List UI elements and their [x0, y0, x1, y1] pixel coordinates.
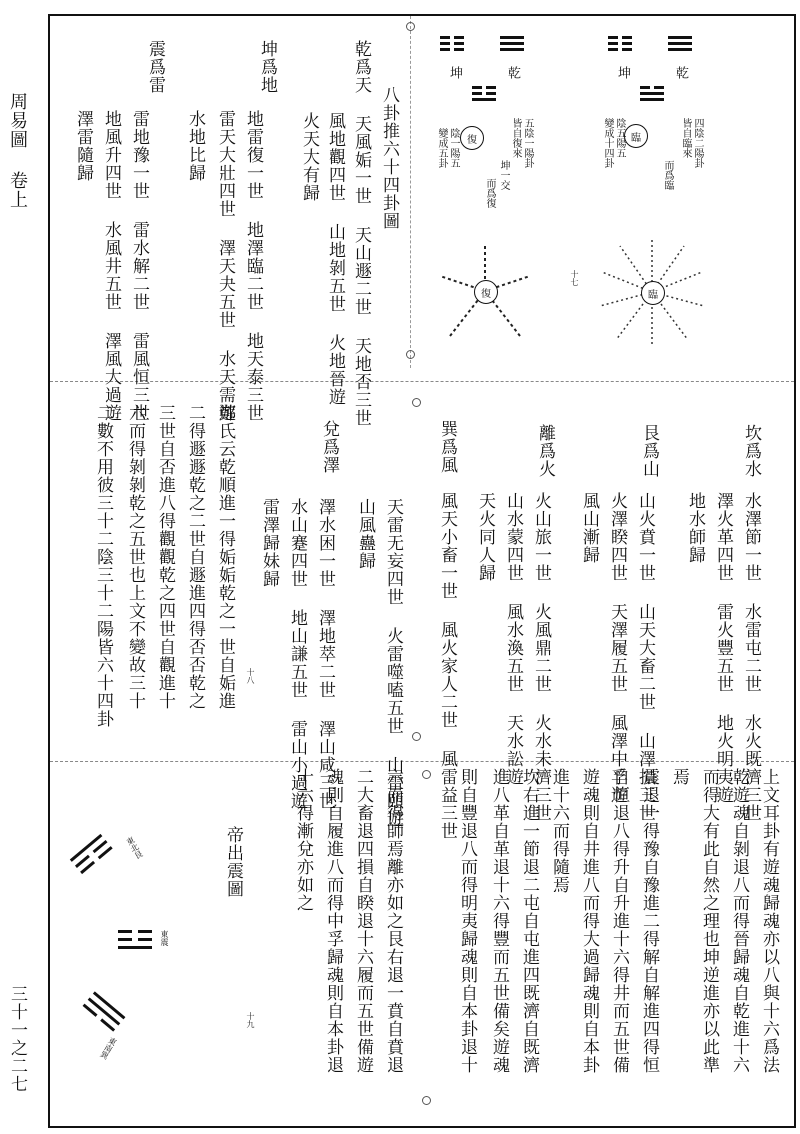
lin-hexagram-icon	[640, 86, 664, 104]
commentary-column: 鄭氏云乾順進一得姤姤乾之一世自姤進	[215, 404, 235, 710]
lin-center-circle: 臨	[641, 281, 665, 305]
text-column: 進八革自革退十六得豐而五世備矣遊魂	[489, 768, 509, 1074]
note: 而爲臨	[662, 160, 673, 190]
note: 四陰二陽卦	[692, 118, 703, 168]
section-divider-top	[50, 381, 794, 382]
top-fold-line	[410, 16, 411, 368]
folio: 十八	[246, 668, 255, 684]
qian-label: 乾	[673, 66, 688, 80]
text-column: 澤火革四世 雷火豐五世 地火明夷遊	[713, 492, 733, 804]
text-column: 焉	[669, 768, 689, 786]
text-column: 雷天大壯四世 澤天夬五世 水天需遊	[215, 110, 235, 422]
kun-hexagram-icon	[608, 36, 632, 54]
text-column: 坤爲地	[257, 40, 277, 94]
book-title: 周易圖 卷上	[7, 92, 28, 209]
text-column: 震爲雷	[145, 40, 165, 94]
fu-circle: 復	[460, 126, 484, 150]
text-column: 艮爲山	[639, 424, 659, 478]
binding-hole	[422, 770, 431, 779]
note: 變成五卦	[436, 128, 447, 168]
commentary-column: 六而得剝剝乾之五世也上文不變故三十	[125, 404, 145, 710]
text-column: 自恒退八得升自升進十六得井而五世備	[609, 768, 629, 1074]
kun-hexagram-icon	[440, 36, 464, 54]
binding-hole	[406, 350, 415, 359]
note: 五陰一陽卦	[522, 118, 533, 168]
text-column: 火山旅一世 火風鼎二世 火水未濟三世	[531, 492, 551, 822]
text-column: 十六得漸兌亦如之	[293, 768, 313, 912]
text-column: 山水蒙四世 風水渙五世 天水訟遊	[503, 492, 523, 786]
text-column: 六而得師焉離亦如之艮右退一賁自賁退	[383, 768, 403, 1074]
text-column: 則自豐退八而得明夷歸魂則自本卦退十	[457, 768, 477, 1074]
text-column: 火天大有歸	[299, 112, 319, 202]
page-number: 三十一之二七	[7, 985, 27, 1093]
text-column: 魂則自履進八而得中孚歸魂則自本卦退	[323, 768, 343, 1074]
text-column: 震退一得豫自豫進二得解自解進四得恒	[639, 768, 659, 1074]
fu-center-circle: 復	[474, 280, 498, 304]
note: 陰一陽五	[448, 128, 459, 168]
text-column: 離爲火	[535, 424, 555, 478]
trigram-label: 東北艮	[124, 835, 145, 861]
text-column: 地水師歸	[685, 492, 705, 564]
text-column: 坎爲水	[741, 424, 761, 478]
text-column: 山風蠱歸	[355, 498, 375, 570]
folio: 十九	[246, 1012, 255, 1028]
text-column: 地雷復一世 地澤臨二世 地天泰三世	[243, 110, 263, 422]
text-column: 而得大有此自然之理也坤逆進亦以此準	[699, 768, 719, 1074]
text-column: 天火同人歸	[475, 492, 495, 582]
text-column: 上文耳卦有遊魂歸魂亦以八與十六爲法	[759, 768, 779, 1074]
text-column: 風地觀四世 山地剝五世 火地晉遊	[325, 112, 345, 406]
section-title: 八卦推六十四卦圖	[379, 86, 399, 230]
text-column: 巽爲風	[437, 420, 457, 474]
qian-hexagram-icon	[668, 36, 692, 54]
commentary-column: 二得遯遯乾之二世自遯進四得否否乾之	[185, 404, 205, 710]
note: 陰五陽五	[614, 118, 625, 158]
lin-circle: 臨	[624, 124, 648, 148]
text-column: 火澤睽四世 天澤履五世 風澤中孚遊	[607, 492, 627, 804]
binding-hole	[412, 398, 421, 407]
note: 變成十四卦	[602, 118, 613, 168]
text-column: 水山蹇四世 地山謙五世 雷山小過遊	[287, 498, 307, 810]
lin-wheel	[596, 236, 708, 348]
text-column: 雷地豫一世 雷水解二世 雷風恒三世	[129, 110, 149, 422]
text-column: 水澤節一世 水雷屯二世 水火既濟三世	[741, 492, 761, 822]
kun-label: 坤	[615, 66, 630, 80]
text-column: 乾遊魂自剝退八而得晉歸魂自乾進十六	[729, 768, 749, 1074]
text-column: 澤雷隨歸	[73, 110, 93, 182]
note: 皆自臨來	[680, 118, 691, 158]
text-column: 風天小畜一世 風火家人二世 風雷益三世	[437, 492, 457, 840]
text-column: 遊魂則自井進八而得大過歸魂則自本卦	[579, 768, 599, 1074]
text-column: 乾爲天 天風姤一世 天山遯二世 天地否三世	[351, 40, 371, 427]
fu-wheel	[430, 236, 540, 346]
trigram-label: 東震	[160, 930, 169, 946]
text-column: 風山漸歸	[579, 492, 599, 564]
trigram-label: 東南巽	[98, 1035, 119, 1061]
note: 坤一交	[498, 160, 509, 190]
kun-label: 坤	[447, 66, 462, 80]
text-column: 山火賁一世 山天大畜二世 山澤損三世	[635, 492, 655, 822]
text-column: 坎右進一節退二屯自屯進四既濟自既濟	[519, 768, 539, 1074]
note: 皆自復來	[510, 118, 521, 158]
note: 而爲復	[484, 178, 495, 208]
folio: 十七	[570, 270, 579, 286]
text-column: 澤水困一世 澤地萃二世 澤山咸三世	[315, 498, 335, 810]
section-divider-bottom	[50, 761, 794, 762]
text-column: 進十六而得隨焉	[549, 768, 569, 894]
qian-label: 乾	[505, 66, 520, 80]
trigram-east-zhen-icon	[118, 930, 152, 949]
binding-hole	[406, 22, 415, 31]
commentary-column: 二數不用彼三十二陰三十二陽皆六十四卦	[93, 404, 113, 728]
text-column: 地風升四世 水風井五世 澤風大過遊	[101, 110, 121, 422]
text-column: 二大畜退四損自睽退十六履而五世備遊	[353, 768, 373, 1074]
binding-hole	[412, 732, 421, 741]
text-column: 雷澤歸妹歸	[259, 498, 279, 588]
text-column: 天雷无妄四世 火雷噬嗑五世 山雷頤遊	[383, 498, 403, 828]
commentary-column: 三世自否進八得觀觀乾之四世自觀進十	[155, 404, 175, 710]
qian-hexagram-icon	[500, 36, 524, 54]
binding-hole	[422, 1096, 431, 1105]
fu-hexagram-icon	[472, 86, 496, 104]
figure-title: 帝出震圖	[223, 826, 243, 898]
text-column: 水地比歸	[185, 110, 205, 182]
text-column: 兌爲澤	[319, 420, 339, 474]
